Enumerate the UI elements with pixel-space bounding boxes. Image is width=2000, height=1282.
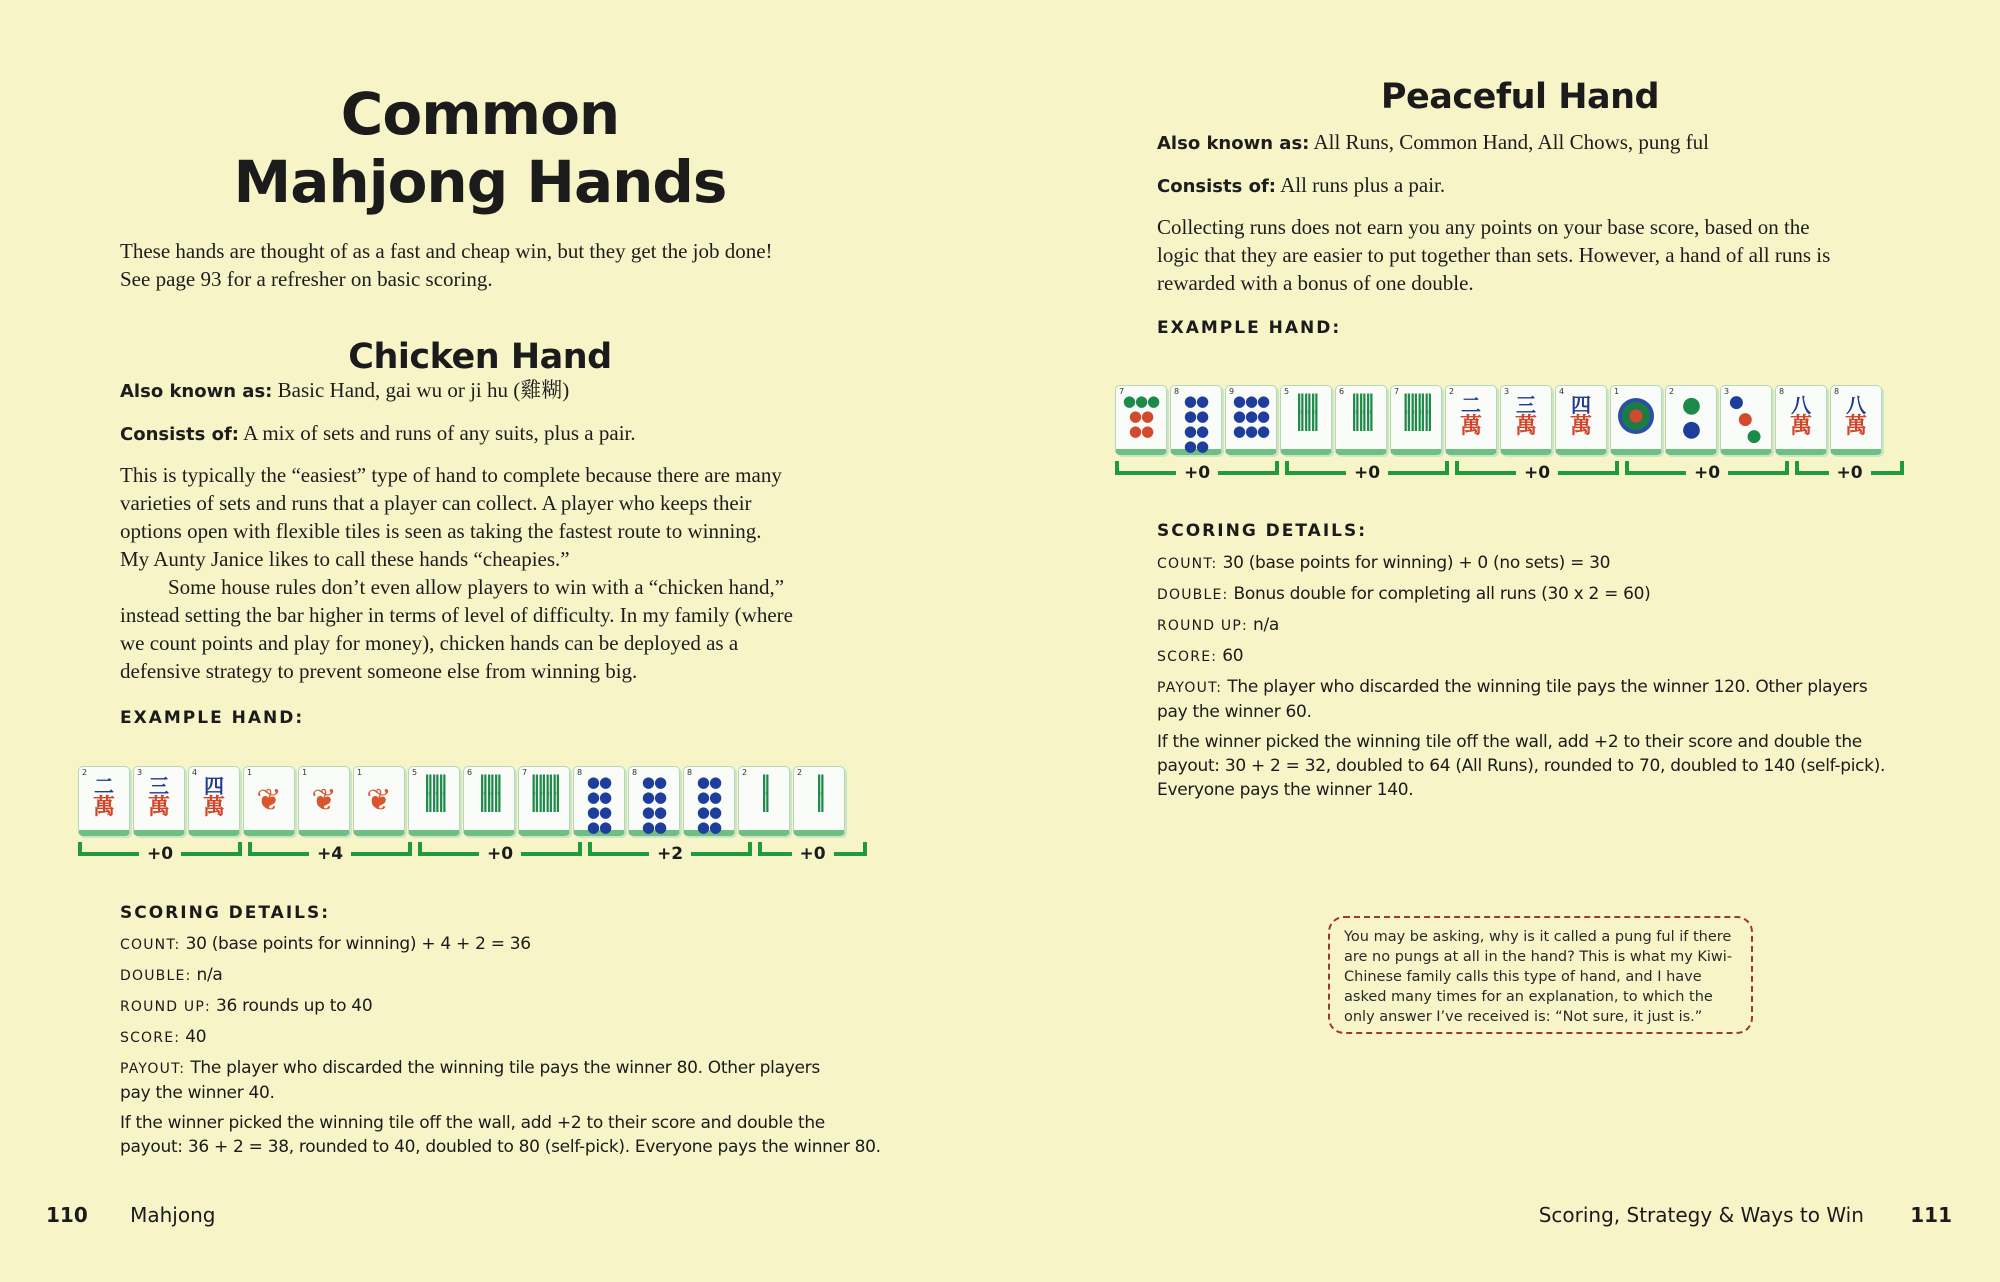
tile-number: 7 [522, 768, 528, 777]
group-bracket [1115, 461, 1279, 483]
consists-text: A mix of sets and runs of any suits, plus a pair. [243, 421, 636, 445]
roundup-row [120, 994, 900, 1019]
group-bracket [78, 842, 242, 864]
mahjong-tile [1390, 385, 1442, 455]
tile-face: 八 萬 [1789, 393, 1812, 439]
tile-number: 3 [1724, 387, 1730, 396]
mahjong-tile [1280, 385, 1332, 455]
body-line: instead setting the bar higher in terms of level of difficulty. In my family (where [120, 603, 793, 627]
tile-face: ●● ●● ●● ●● [586, 773, 612, 836]
callout-line: are no pungs at all in the hand? This is what my Kiwi- [1344, 949, 1733, 965]
group-brackets [1115, 461, 1910, 487]
tile-number: 8 [632, 768, 638, 777]
chicken-consists [120, 419, 860, 449]
mahjong-tile [1115, 385, 1167, 455]
payout-row [120, 1056, 900, 1105]
tile-number: 2 [82, 768, 88, 777]
tile-face: 三 萬 [1514, 393, 1537, 439]
mahjong-tile [1665, 385, 1717, 455]
group-brackets [78, 842, 873, 868]
double-key: DOUBLE: [120, 968, 192, 984]
body-line: options open with flexible tiles is seen as taking the fastest route to winning. [120, 519, 762, 543]
group-bracket [248, 842, 412, 864]
self-pick-line: payout: 36 + 2 = 38, rounded to 40, doubled to 80 (self-pick). Everyone pays the winner 80. [120, 1137, 881, 1157]
mahjong-tile [1720, 385, 1772, 455]
body-line: logic that they are easier to put together than sets. However, a hand of all runs is [1157, 243, 1831, 267]
chicken-scoring-details [120, 932, 900, 1165]
mahjong-tile [1830, 385, 1882, 455]
payout-value-cont: pay the winner 60. [1157, 702, 1312, 722]
payout-value: The player who discarded the winning tile pays the winner 120. Other players [1227, 677, 1868, 697]
tile-face: ❦ [366, 783, 392, 818]
mahjong-tile [1610, 385, 1662, 455]
body-line: defensive strategy to prevent someone else from winning big. [120, 659, 638, 683]
mahjong-tile [78, 766, 130, 836]
callout-line: You may be asking, why is it called a pung ful if there [1344, 929, 1732, 945]
peaceful-example-hand [1115, 385, 1910, 487]
group-points: +4 [309, 844, 351, 864]
score-row [120, 1025, 900, 1050]
tile-number: 5 [1284, 387, 1290, 396]
count-key: COUNT: [1157, 556, 1218, 572]
tile-row [1115, 385, 1910, 455]
tile-number: 7 [1119, 387, 1125, 396]
self-pick-line: Everyone pays the winner 140. [1157, 780, 1414, 800]
tile-face: ‖ ‖ [760, 771, 768, 812]
tile-face [1611, 390, 1661, 434]
double-value: n/a [196, 965, 223, 985]
tile-number: 3 [1504, 387, 1510, 396]
tile-number: 1 [302, 768, 308, 777]
tile-face: 三 萬 [147, 774, 170, 820]
peaceful-consists [1157, 171, 1937, 201]
mahjong-tile [188, 766, 240, 836]
tile-number: 4 [1559, 387, 1565, 396]
group-points: +0 [1686, 463, 1728, 483]
tile-number: 8 [1779, 387, 1785, 396]
group-bracket [1285, 461, 1449, 483]
body-line: rewarded with a bonus of one double. [1157, 271, 1474, 295]
tile-face: ● ● [1681, 393, 1701, 442]
group-bracket [1455, 461, 1619, 483]
tile-face: ❦ [256, 783, 282, 818]
body-line: My Aunty Janice likes to call these hands “cheapies.” [120, 547, 570, 571]
tile-number: 8 [577, 768, 583, 777]
mahjong-tile [738, 766, 790, 836]
scoring-details-label: SCORING DETAILS: [1157, 521, 1368, 541]
tile-number: 8 [687, 768, 693, 777]
aka-text: All Runs, Common Hand, All Chows, pung ful [1313, 130, 1709, 154]
mahjong-tile [1775, 385, 1827, 455]
tile-face: 二 萬 [1459, 393, 1482, 439]
mahjong-tile [1170, 385, 1222, 455]
tile-face: 八 萬 [1844, 393, 1867, 439]
chicken-aka [120, 376, 860, 406]
sidebar-callout [1328, 916, 1753, 1034]
body-line: Collecting runs does not earn you any points on your base score, based on the [1157, 215, 1810, 239]
self-pick-note [1157, 730, 1957, 802]
count-key: COUNT: [120, 937, 181, 953]
page-number: 110 [46, 1203, 88, 1227]
aka-label: Also known as: [120, 381, 273, 402]
body-line: Some house rules don’t even allow players to win with a “chicken hand,” [168, 575, 785, 599]
self-pick-note [120, 1111, 900, 1159]
group-bracket [1625, 461, 1789, 483]
tile-number: 7 [1394, 387, 1400, 396]
tile-face: ❦ [311, 783, 337, 818]
group-bracket [758, 842, 867, 864]
tile-face: ‖‖‖ ‖‖‖ [423, 771, 445, 812]
intro-line: These hands are thought of as a fast and cheap win, but they get the job done! [120, 239, 773, 263]
mahjong-tile [518, 766, 570, 836]
intro-line: See page 93 for a refresher on basic scoring. [120, 267, 493, 291]
page-number: 111 [1910, 1203, 1952, 1227]
scoring-details-label: SCORING DETAILS: [120, 903, 331, 923]
mahjong-tile [353, 766, 405, 836]
mahjong-tile [1445, 385, 1497, 455]
callout-line: Chinese family calls this type of hand, and I have [1344, 969, 1702, 985]
double-value: Bonus double for completing all runs (30 x 2 = 60) [1233, 584, 1651, 604]
mahjong-tile [408, 766, 460, 836]
aka-label: Also known as: [1157, 133, 1310, 154]
tile-face: ● ● ● [1729, 392, 1761, 446]
double-row [1157, 582, 1957, 607]
chicken-hand-heading: Chicken Hand [348, 337, 612, 377]
tile-number: 2 [797, 768, 803, 777]
roundup-key: ROUND UP: [1157, 618, 1248, 634]
aka-text: Basic Hand, gai wu or ji hu (雞糊) [277, 378, 570, 402]
tile-number: 8 [1174, 387, 1180, 396]
score-key: SCORE: [120, 1030, 181, 1046]
tile-face: ●● ●● ●● ●● [1183, 392, 1209, 455]
payout-key: PAYOUT: [120, 1061, 186, 1077]
peaceful-hand-heading: Peaceful Hand [1380, 77, 1660, 117]
score-value: 40 [185, 1027, 207, 1047]
peaceful-scoring-details [1157, 551, 1957, 808]
example-hand-label: EXAMPLE HAND: [120, 708, 305, 728]
section-title: Scoring, Strategy & Ways to Win [1538, 1203, 1864, 1227]
tile-row [78, 766, 873, 836]
payout-row [1157, 675, 1957, 724]
tile-number: 5 [412, 768, 418, 777]
intro-paragraph [120, 237, 860, 293]
count-value: 30 (base points for winning) + 0 (no sets) = 30 [1222, 553, 1611, 573]
tile-number: 2 [742, 768, 748, 777]
mahjong-tile [1500, 385, 1552, 455]
tile-number: 6 [1339, 387, 1345, 396]
payout-value: The player who discarded the winning tile pays the winner 80. Other players [190, 1058, 820, 1078]
self-pick-line: If the winner picked the winning tile off the wall, add +2 to their score and double the [120, 1113, 825, 1133]
callout-line: asked many times for an explanation, to which the [1344, 989, 1713, 1005]
mahjong-tile [628, 766, 680, 836]
tile-face: ‖‖‖ ‖‖‖ [478, 771, 500, 812]
score-key: SCORE: [1157, 649, 1218, 665]
mahjong-tile [298, 766, 350, 836]
group-bracket [588, 842, 752, 864]
mahjong-tile [243, 766, 295, 836]
footer-left [46, 1203, 215, 1227]
payout-key: PAYOUT: [1157, 680, 1223, 696]
tile-number: 6 [467, 768, 473, 777]
mahjong-tile [573, 766, 625, 836]
body-line: varieties of sets and runs that a player can collect. A player who keeps their [120, 491, 752, 515]
page-title [120, 80, 840, 216]
roundup-row [1157, 613, 1957, 638]
count-value: 30 (base points for winning) + 4 + 2 = 36 [185, 934, 531, 954]
chicken-example-hand [78, 766, 873, 868]
tile-number: 1 [357, 768, 363, 777]
page-title-line1: Common [340, 80, 620, 148]
tile-face: ●●● ●●● ●●● [1232, 392, 1270, 440]
book-title: Mahjong [130, 1203, 216, 1227]
tile-face: 四 萬 [1569, 393, 1592, 439]
tile-face: ‖‖‖ ‖‖‖ [1295, 390, 1317, 431]
score-row [1157, 644, 1957, 669]
count-row [120, 932, 900, 957]
tile-number: 1 [247, 768, 253, 777]
tile-face: ‖‖‖‖ ‖‖‖‖ [530, 771, 558, 812]
consists-label: Consists of: [1157, 176, 1276, 197]
chicken-body [120, 461, 880, 685]
tile-number: 8 [1834, 387, 1840, 396]
tile-number: 9 [1229, 387, 1235, 396]
tile-face: ‖‖‖ ‖‖‖ [1350, 390, 1372, 431]
tile-face: ‖‖‖‖ ‖‖‖‖ [1402, 390, 1430, 431]
self-pick-line: If the winner picked the winning tile off the wall, add +2 to their score and double the [1157, 732, 1862, 752]
mahjong-tile [1555, 385, 1607, 455]
tile-face: 四 萬 [202, 774, 225, 820]
mahjong-tile [1225, 385, 1277, 455]
consists-label: Consists of: [120, 424, 239, 445]
group-points: +0 [479, 844, 521, 864]
tile-number: 2 [1669, 387, 1675, 396]
group-bracket [418, 842, 582, 864]
mahjong-tile [133, 766, 185, 836]
group-points: +0 [1516, 463, 1558, 483]
group-points: +0 [139, 844, 181, 864]
tile-face: ●● ●● ●● ●● [641, 773, 667, 836]
tile-face: ●●● ●● ●● [1122, 392, 1160, 440]
score-value: 60 [1222, 646, 1244, 666]
peaceful-aka [1157, 128, 1937, 158]
mahjong-tile [793, 766, 845, 836]
footer-right [1539, 1203, 1952, 1227]
peaceful-body [1157, 213, 1947, 297]
self-pick-line: payout: 30 + 2 = 32, doubled to 64 (All Runs), rounded to 70, doubled to 140 (self-pick). [1157, 756, 1886, 776]
mahjong-tile [1335, 385, 1387, 455]
tile-number: 3 [137, 768, 143, 777]
tile-number: 1 [1614, 387, 1620, 396]
group-bracket [1795, 461, 1904, 483]
consists-text: All runs plus a pair. [1280, 173, 1446, 197]
mahjong-tile [683, 766, 735, 836]
double-key: DOUBLE: [1157, 587, 1229, 603]
roundup-value: n/a [1253, 615, 1280, 635]
tile-face: 二 萬 [92, 774, 115, 820]
roundup-key: ROUND UP: [120, 999, 211, 1015]
group-points: +2 [649, 844, 691, 864]
page-title-line2: Mahjong Hands [233, 148, 727, 216]
example-hand-label: EXAMPLE HAND: [1157, 318, 1342, 338]
tile-number: 4 [192, 768, 198, 777]
mahjong-tile [463, 766, 515, 836]
group-points: +0 [1346, 463, 1388, 483]
group-points: +0 [1828, 463, 1870, 483]
tile-face: ‖ ‖ [815, 771, 823, 812]
count-row [1157, 551, 1957, 576]
group-points: +0 [1176, 463, 1218, 483]
body-line: we count points and play for money), chicken hands can be deployed as a [120, 631, 739, 655]
group-points: +0 [791, 844, 833, 864]
roundup-value: 36 rounds up to 40 [216, 996, 373, 1016]
callout-line: only answer I’ve received is: “Not sure, it just is.” [1344, 1009, 1703, 1025]
double-row [120, 963, 900, 988]
payout-value-cont: pay the winner 40. [120, 1083, 275, 1103]
tile-face: ●● ●● ●● ●● [696, 773, 722, 836]
tile-number: 2 [1449, 387, 1455, 396]
body-line: This is typically the “easiest” type of hand to complete because there are many [120, 463, 782, 487]
